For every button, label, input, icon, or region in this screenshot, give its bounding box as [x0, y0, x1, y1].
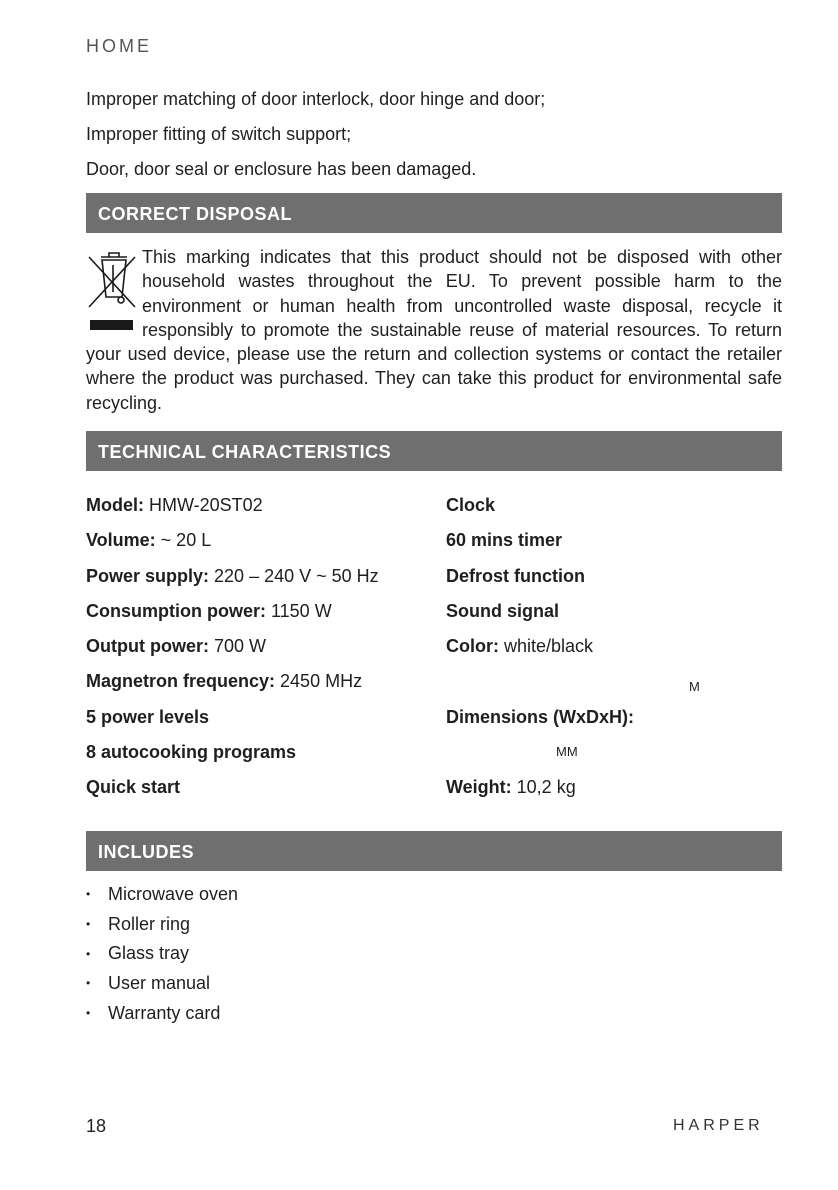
spec-row [446, 772, 782, 807]
intro-line: Door, door seal or enclosure has been damaged. [86, 159, 477, 179]
spec-row [446, 631, 782, 666]
spec-row [86, 490, 426, 525]
list-item [86, 880, 238, 910]
spec-row [446, 525, 782, 560]
spec-label: 60 mins timer [446, 530, 563, 551]
spec-row [446, 702, 782, 737]
spec-row [446, 596, 782, 631]
spec-row [446, 561, 782, 596]
bullet-icon: • [86, 976, 91, 991]
disposal-section [86, 245, 782, 415]
stray-unit-m: M [689, 679, 700, 694]
page-number: 18 [86, 1116, 107, 1136]
intro-text [86, 82, 786, 187]
brand-logo-harper: HARPER [673, 1117, 764, 1134]
intro-line: Improper matching of door interlock, door hinge and door; [86, 89, 546, 109]
list-item [86, 999, 238, 1029]
bullet-icon: • [86, 946, 91, 961]
list-item-label: Microwave oven [108, 884, 239, 904]
list-item-label: Glass tray [108, 943, 190, 964]
spec-row [86, 666, 426, 701]
bin-underline-bar [90, 320, 133, 330]
spec-label: 5 power levels [86, 706, 210, 727]
specs-left-column [86, 490, 426, 808]
bullet-icon: • [86, 1006, 91, 1021]
spec-label: 8 autocooking programs [86, 742, 297, 763]
spec-value: HMW-20ST02 [144, 495, 263, 515]
spec-value: 700 W [208, 636, 267, 657]
stray-unit-mm: MM [556, 744, 578, 759]
intro-line: Improper fitting of switch support; [86, 124, 352, 144]
spec-value: ~ 20 L [155, 530, 212, 551]
brand-logo-home: HOME [86, 36, 152, 56]
spec-label: Volume: [86, 530, 156, 551]
spec-label: Model: [86, 495, 144, 515]
spec-label: Defrost function [446, 565, 585, 586]
spec-label: Sound signal [446, 600, 560, 621]
spec-label: Dimensions (WxDxH): [446, 706, 635, 727]
spec-row [86, 596, 426, 631]
spec-label: Consumption power: [86, 600, 266, 621]
spec-row [86, 631, 426, 666]
list-item [86, 969, 238, 999]
spec-value: 2450 MHz [275, 671, 363, 692]
list-item-label: Warranty card [108, 1002, 221, 1023]
spec-row [86, 561, 426, 596]
spec-label: Output power: [86, 636, 209, 657]
spec-value: white/black [499, 636, 594, 657]
spec-label: Power supply: [86, 565, 210, 586]
bullet-icon: • [86, 887, 91, 902]
specs-right-column [446, 490, 782, 808]
spec-label: Quick start [86, 777, 181, 798]
list-item-label: Roller ring [108, 913, 191, 934]
spec-label: Color: [446, 636, 499, 657]
spec-label: Magnetron frequency: [86, 671, 276, 692]
list-item [86, 939, 238, 969]
spec-row [446, 666, 782, 701]
spec-row [86, 702, 426, 737]
list-item-label: User manual [108, 973, 211, 994]
spec-value: 1150 W [265, 600, 332, 621]
spec-row [86, 525, 426, 560]
section-header-technical-characteristics: TECHNICAL CHARACTERISTICS [86, 431, 782, 471]
bullet-icon: • [86, 917, 91, 932]
spec-label: Weight: [446, 777, 512, 798]
spec-row [86, 737, 426, 772]
section-header-includes: INCLUDES [86, 831, 782, 871]
spec-value: 220 – 240 V ~ 50 Hz [209, 565, 379, 586]
includes-list [86, 880, 238, 1028]
spec-row [86, 772, 426, 807]
spec-value: 10,2 kg [511, 777, 576, 798]
spec-row [446, 737, 782, 772]
list-item [86, 910, 238, 940]
disposal-text: This marking indicates that this product should not be disposed with other household wastes throughout the EU. To prevent possible harm to the environment or human health from uncontrolled waste disposal, recycle it responsibly to promote the sustainable reuse of material resources. To return your used device, please use the return and collection systems or contact the retailer where the product was purchased. They can take this product for environmental safe recycling. [86, 247, 782, 413]
crossed-out-wheelie-bin-icon [86, 245, 138, 337]
spec-label: Clock [446, 495, 496, 515]
spec-row [446, 490, 782, 525]
section-header-correct-disposal: CORRECT DISPOSAL [86, 193, 782, 233]
